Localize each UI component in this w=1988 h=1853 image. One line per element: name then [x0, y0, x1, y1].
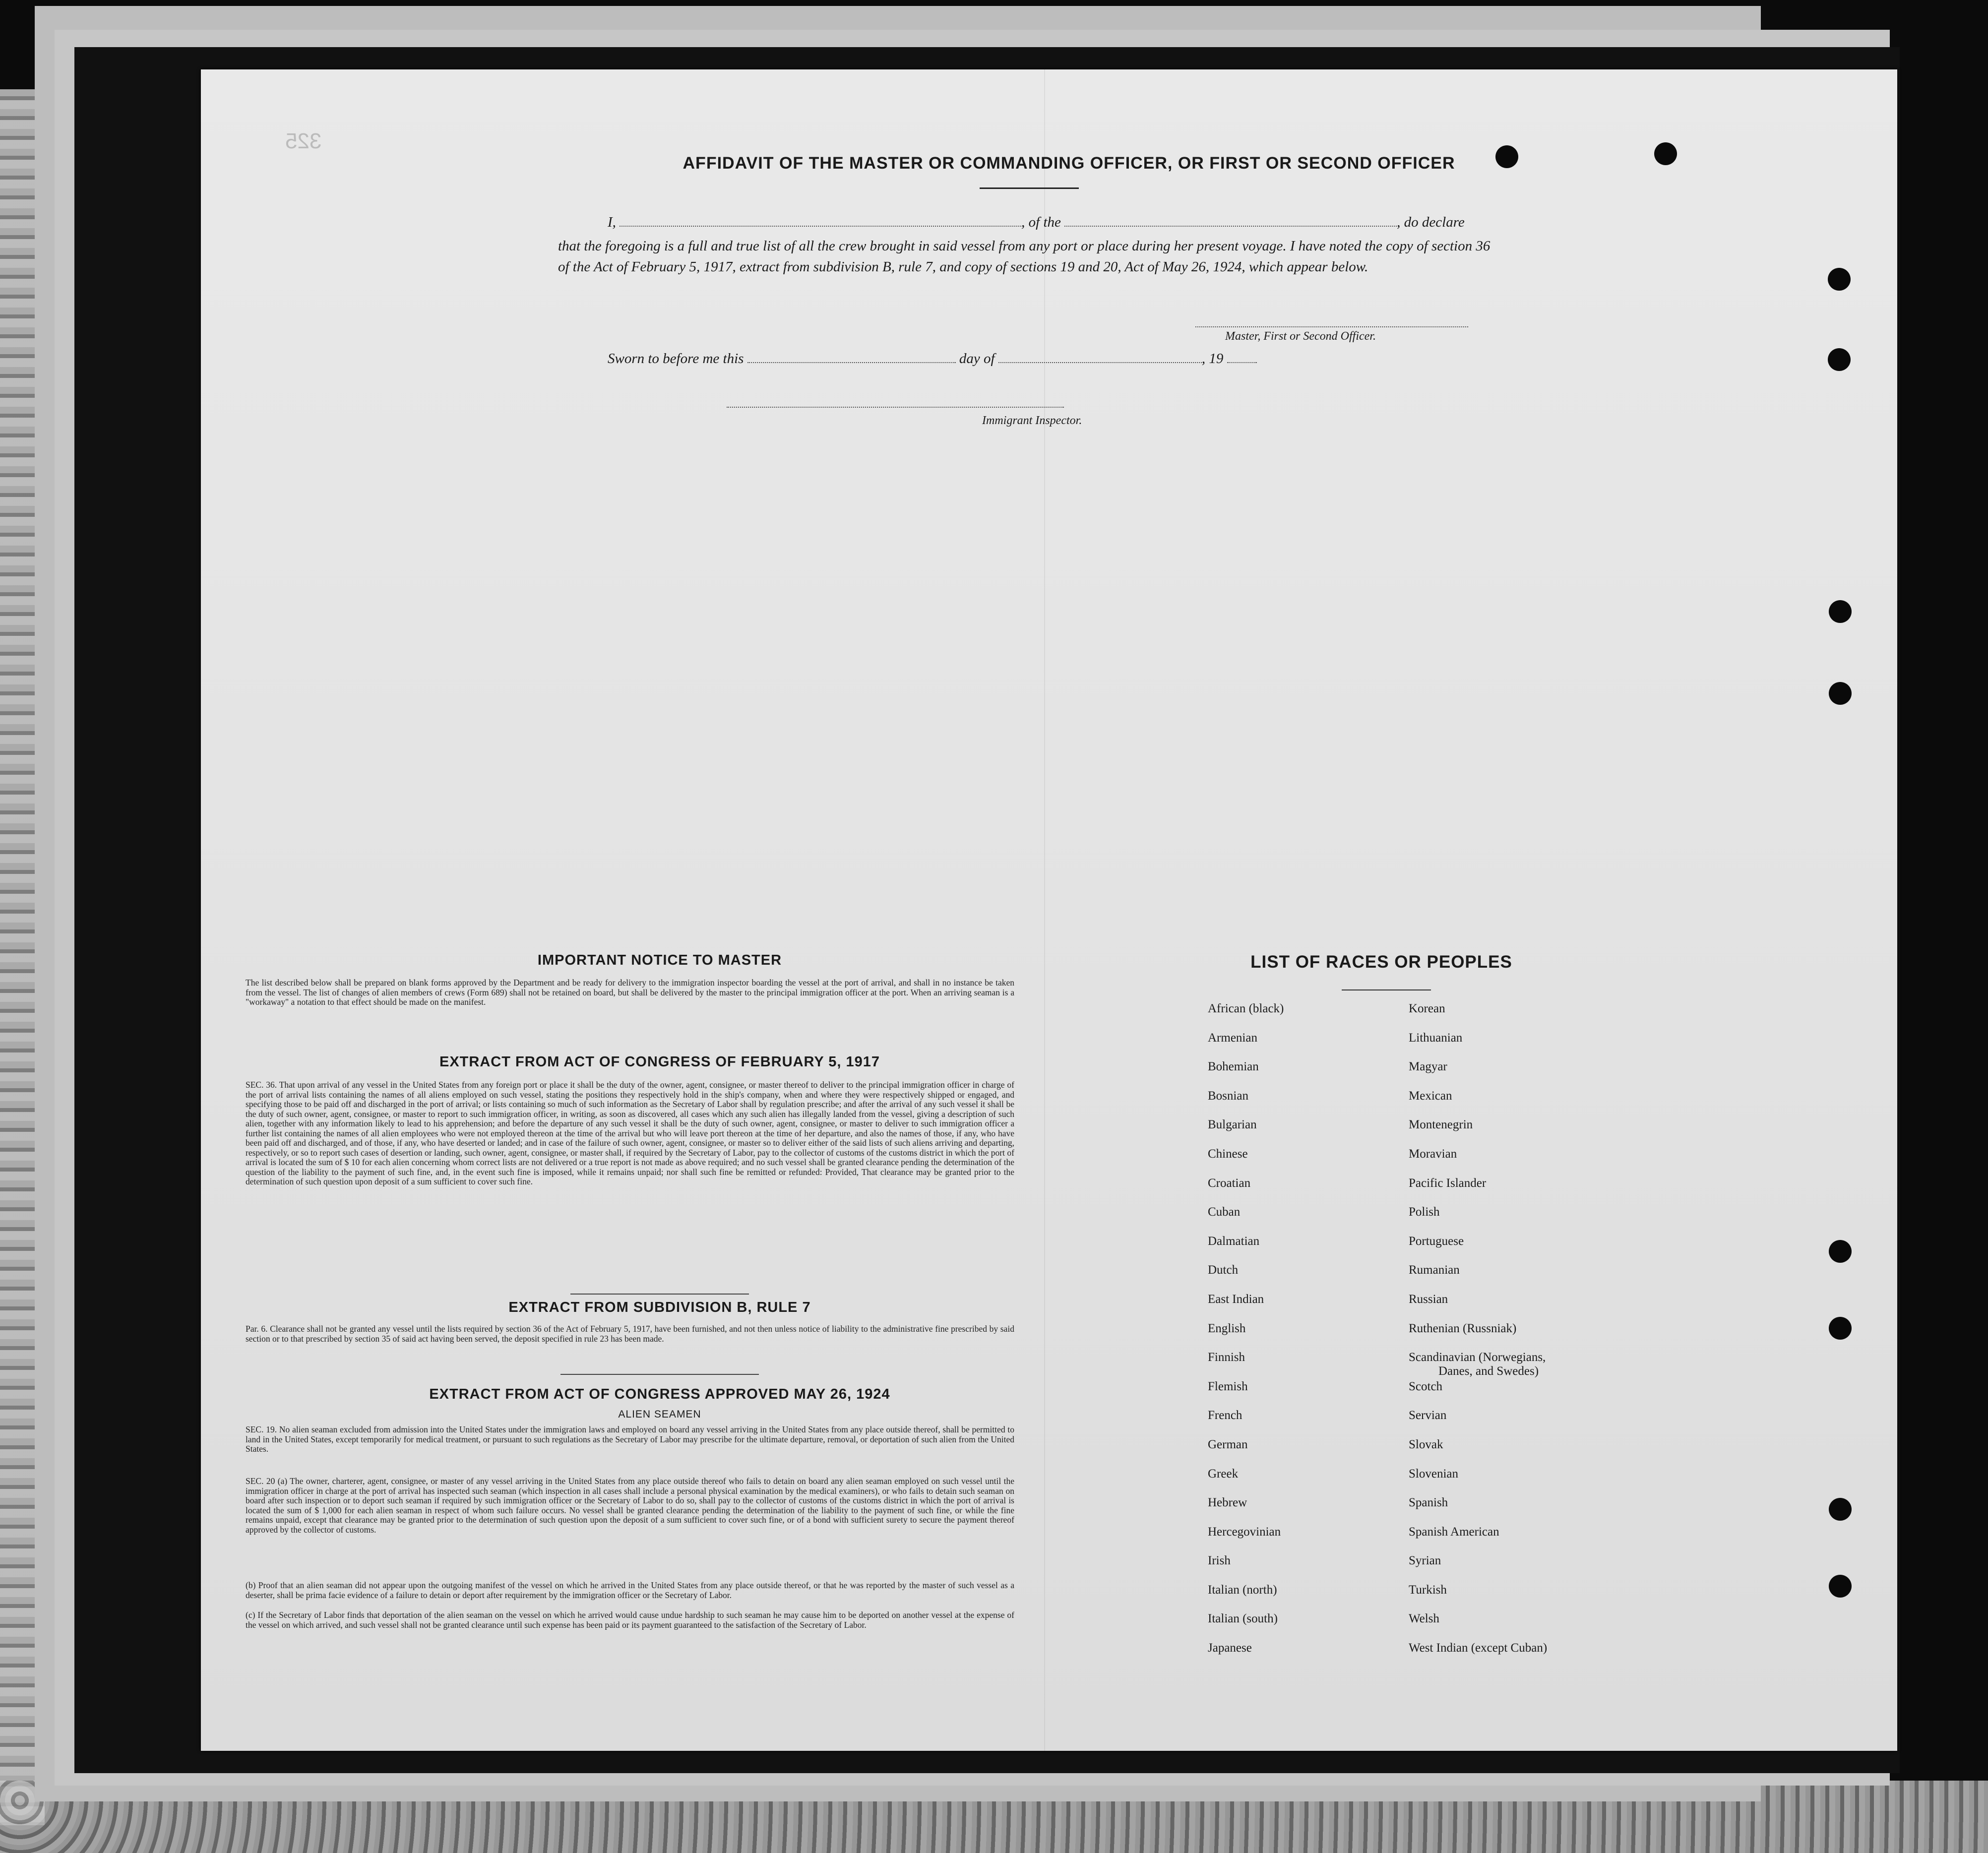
race-item: Mexican: [1409, 1089, 1452, 1103]
sworn-year-field[interactable]: [1227, 352, 1257, 363]
title-rule: [980, 187, 1079, 189]
race-item: Turkish: [1409, 1583, 1447, 1597]
officer-name-field[interactable]: [620, 216, 1021, 227]
sec20c-text: (c) If the Secretary of Labor finds that deportation of the alien seaman on the vessel on which he arrived would cause undue hardship to such seaman he may cause him to be deported on another vessel at the expense of the vessel on which arrived, and such vessel shall not be granted clearance until such expense has been paid or its payment guaranteed to the satisfaction of the Secretary of Labor.: [246, 1610, 1014, 1630]
race-item: Bohemian: [1208, 1060, 1259, 1074]
race-item: Chinese: [1208, 1147, 1248, 1161]
races-title-rule: [1342, 989, 1431, 990]
race-item: Dalmatian: [1208, 1234, 1260, 1248]
rule7-text: Par. 6. Clearance shall not be granted any vessel until the lists required by section 36 of the Act of February 5, 1917, have been furnished, and not then unless notice of liability to the administrative fine prescribed by said section or to that prescribed by section 35 of said act having been served, the deposit specified in rule 23 has been made.: [246, 1324, 1014, 1344]
inspector-signature-field[interactable]: [727, 407, 1064, 408]
race-item: Spanish: [1409, 1496, 1448, 1510]
race-item: African (black): [1208, 1002, 1284, 1015]
punch-hole: [1829, 1317, 1852, 1340]
race-item: West Indian (except Cuban): [1409, 1641, 1548, 1655]
sec19-text: SEC. 19. No alien seaman excluded from admission into the United States under the immigration laws and employed on board any vessel arriving in the United States from any place outside thereof, shall be permitted to land in the United States, except temporarily for medical treatment, or pursuant to such regulations as the Secretary of Labor may prescribe for the ultimate departure, removal, or deportation of such alien from the United States.: [246, 1424, 1014, 1454]
race-item: Armenian: [1208, 1031, 1257, 1045]
races-right-column: [1409, 1002, 1547, 1670]
race-item: German: [1208, 1437, 1248, 1451]
affidavit-title: AFFIDAVIT OF THE MASTER OR COMMANDING OFFICER, OR FIRST OR SECOND OFFICER: [683, 154, 1455, 173]
inspector-signature-label: Immigrant Inspector.: [982, 414, 1082, 427]
races-list-title: LIST OF RACES OR PEOPLES: [1250, 952, 1512, 972]
race-item: Spanish American: [1409, 1525, 1499, 1539]
race-item: Pacific Islander: [1409, 1176, 1487, 1190]
page-number-stamp: 325: [285, 129, 322, 153]
race-item: English: [1208, 1321, 1246, 1335]
extract-1924-title: EXTRACT FROM ACT OF CONGRESS APPROVED MAY 26, 1924: [429, 1386, 890, 1402]
race-item: Flemish: [1208, 1379, 1248, 1393]
section-divider: [560, 1374, 759, 1375]
extract-1917-text: SEC. 36. That upon arrival of any vessel in the United States from any foreign port or place it shall be the duty of the owner, agent, consignee, or master thereof to deliver to the principal immigration officer in charge of the port of arrival lists containing the names of all aliens employed on such vessel, stating the positions they respectively hold in the ship's company, when and where they were respectively shipped or engaged, and specifying those to be paid off and discharged in the port of arrival; or lists containing so much of such information as the Secretary of Labor shall by regulation prescribe; and after the arrival of any such vessel it shall be the duty of such owner, agent, consignee, or master to report to such immigration officer, in writing, as soon as discovered, all cases which any such alien has illegally landed from the vessel, giving a description of such alien, together with any information likely to lead to his apprehension; and before the departure of any such vessel it shall be the duty of such owner, agent, consignee, or master to deliver to such immigration officer a further list containing the names of all alien employees who were not employed thereon at the time of the arrival but who will leave port thereon at the time of her departure, and also the names of those, if any, who have been paid off and discharged, and of those, if any, who have deserted or landed; and in case of the failure of such owner, agent, consignee, or master so to deliver either of the said lists of such aliens arriving and departing, respectively, or so to report such cases of desertion or landing, such owner, agent, consignee, or master shall, if required by the Secretary of Labor, pay to the collector of customs of the customs district in which the port of arrival is located the sum of $ 10 for each alien concerning whom correct lists are not delivered or a true report is not made as above required; and no such vessel shall be granted clearance pending the determination of the question of the liability to the payment of such fine, and, in the event such fine is imposed, while it remains unpaid; nor shall such fine be remitted or refunded: Provided, That clearance may be granted prior to the determination of such question upon deposit of a sum sufficient to cover such fine.: [246, 1080, 1014, 1186]
master-signature-label: Master, First or Second Officer.: [1225, 330, 1376, 343]
sworn-prefix: Sworn to before me this: [608, 351, 744, 367]
punch-hole: [1828, 348, 1851, 371]
race-item: Hercegovinian: [1208, 1525, 1281, 1539]
race-item: Syrian: [1409, 1554, 1441, 1568]
race-item: Russian: [1409, 1292, 1448, 1306]
sec20b-text: (b) Proof that an alien seaman did not appear upon the outgoing manifest of the vessel on which he arrived in the United States from any place outside thereof, or that he was reported by the master of such vessel as a deserter, shall be prima facie evidence of a failure to detain or deport after requirement by the immigration officer or the Secretary of Labor.: [246, 1580, 1014, 1600]
race-item: Slovenian: [1409, 1467, 1458, 1481]
race-item: Lithuanian: [1409, 1031, 1463, 1045]
document-page: [201, 69, 1897, 1751]
race-item: Bosnian: [1208, 1089, 1248, 1103]
notice-title: IMPORTANT NOTICE TO MASTER: [537, 952, 782, 968]
race-item: Japanese: [1208, 1641, 1252, 1655]
punch-hole: [1829, 682, 1852, 705]
race-item: Dutch: [1208, 1263, 1239, 1277]
race-item: Scotch: [1409, 1379, 1443, 1393]
punch-hole: [1828, 268, 1851, 291]
affidavit-declaration-line: [608, 214, 1465, 231]
race-item: Scandinavian (Norwegians,: [1409, 1351, 1546, 1364]
do-declare-text: , do declare: [1397, 214, 1465, 230]
notice-text: The list described below shall be prepared on blank forms approved by the Department and be ready for delivery to the immigration inspector boarding the vessel at the port of arrival, and shall in no instance be taken from the vessel. The list of changes of alien members of crews (Form 689) shall not be retained on board, but shall be delivered by the master to the principal immigration officer at the port. When an arriving seaman is a "workaway" a notation to that effect should be made on the manifest.: [246, 978, 1014, 1007]
race-item: Servian: [1409, 1409, 1447, 1422]
race-item: Hebrew: [1208, 1496, 1247, 1510]
declarant-prefix: I,: [608, 214, 616, 230]
race-item: Portuguese: [1409, 1234, 1464, 1248]
section-divider: [570, 1294, 749, 1295]
race-item: Greek: [1208, 1467, 1239, 1481]
punch-hole: [1654, 142, 1677, 165]
race-item: Magyar: [1409, 1060, 1447, 1074]
race-item: Irish: [1208, 1554, 1231, 1568]
rule7-title: EXTRACT FROM SUBDIVISION B, RULE 7: [508, 1299, 811, 1315]
punch-hole: [1829, 1240, 1852, 1263]
race-item: Ruthenian (Russniak): [1409, 1321, 1517, 1335]
sec20a-text: SEC. 20 (a) The owner, charterer, agent, consignee, or master of any vessel arriving in the United States from any place outside thereof who fails to detain on board any alien seaman employed on such vessel until the immigration officer in charge at the port of arrival has inspected such seaman (which inspection in all cases shall include a personal physical examination by the medical examiners), or who fails to detain such seaman on board after such inspection or to deport such seaman if required by such immigration officer or the Secretary of Labor to do so, shall pay to the collector of customs of the customs district in which the port of arrival is located the sum of $ 1,000 for each alien seaman in respect of whom such failure occurs. No vessel shall be granted clearance pending the determination of the liability to the payment of such fine, or while the fine remains unpaid, except that clearance may be granted prior to the determination of such question upon the deposit of a sum sufficient to cover such fine, or of a bond with sufficient surety to secure the payment thereof approved by the collector of customs.: [246, 1476, 1014, 1535]
race-item: Finnish: [1208, 1351, 1245, 1364]
master-signature-field[interactable]: [1195, 326, 1468, 327]
punch-hole: [1829, 1575, 1852, 1598]
affidavit-body: that the foregoing is a full and true list of all the crew brought in said vessel from any port or place during her present voyage. I have noted the copy of section 36 of the Act of February 5, 1917, extract from subdivision B, rule 7, and copy of sections 19 and 20, Act of May 26, 1924, which appear below.: [558, 238, 1491, 275]
extract-1917-title: EXTRACT FROM ACT OF CONGRESS OF FEBRUARY 5, 1917: [439, 1054, 880, 1070]
year-prefix: , 19: [1201, 351, 1224, 367]
race-item-continuation: Danes, and Swedes): [1438, 1364, 1539, 1378]
race-item: Slovak: [1409, 1437, 1443, 1451]
punch-hole: [1829, 600, 1852, 623]
race-item: Rumanian: [1409, 1263, 1460, 1277]
race-item: Italian (north): [1208, 1583, 1277, 1597]
race-item: East Indian: [1208, 1292, 1264, 1306]
race-item-multiline: [1409, 1351, 1547, 1380]
race-item: Cuban: [1208, 1205, 1241, 1219]
race-item: Polish: [1409, 1205, 1440, 1219]
of-the-text: , of the: [1021, 214, 1061, 230]
fold-crease: [1044, 69, 1045, 1751]
race-item: Welsh: [1409, 1612, 1439, 1626]
race-item: French: [1208, 1409, 1242, 1422]
vessel-name-field[interactable]: [1064, 216, 1397, 227]
races-left-column: [1208, 1002, 1284, 1670]
punch-hole: [1829, 1498, 1852, 1521]
day-of-text: day of: [959, 351, 995, 367]
race-item: Italian (south): [1208, 1612, 1278, 1626]
race-item: Bulgarian: [1208, 1118, 1257, 1132]
race-item: Montenegrin: [1409, 1118, 1473, 1132]
sworn-line: [608, 351, 1257, 367]
race-item: Korean: [1409, 1002, 1445, 1015]
sworn-month-field[interactable]: [998, 352, 1202, 363]
race-item: Croatian: [1208, 1176, 1251, 1190]
race-item: Moravian: [1409, 1147, 1457, 1161]
sworn-day-field[interactable]: [747, 352, 956, 363]
alien-seamen-subtitle: ALIEN SEAMEN: [618, 1409, 701, 1420]
